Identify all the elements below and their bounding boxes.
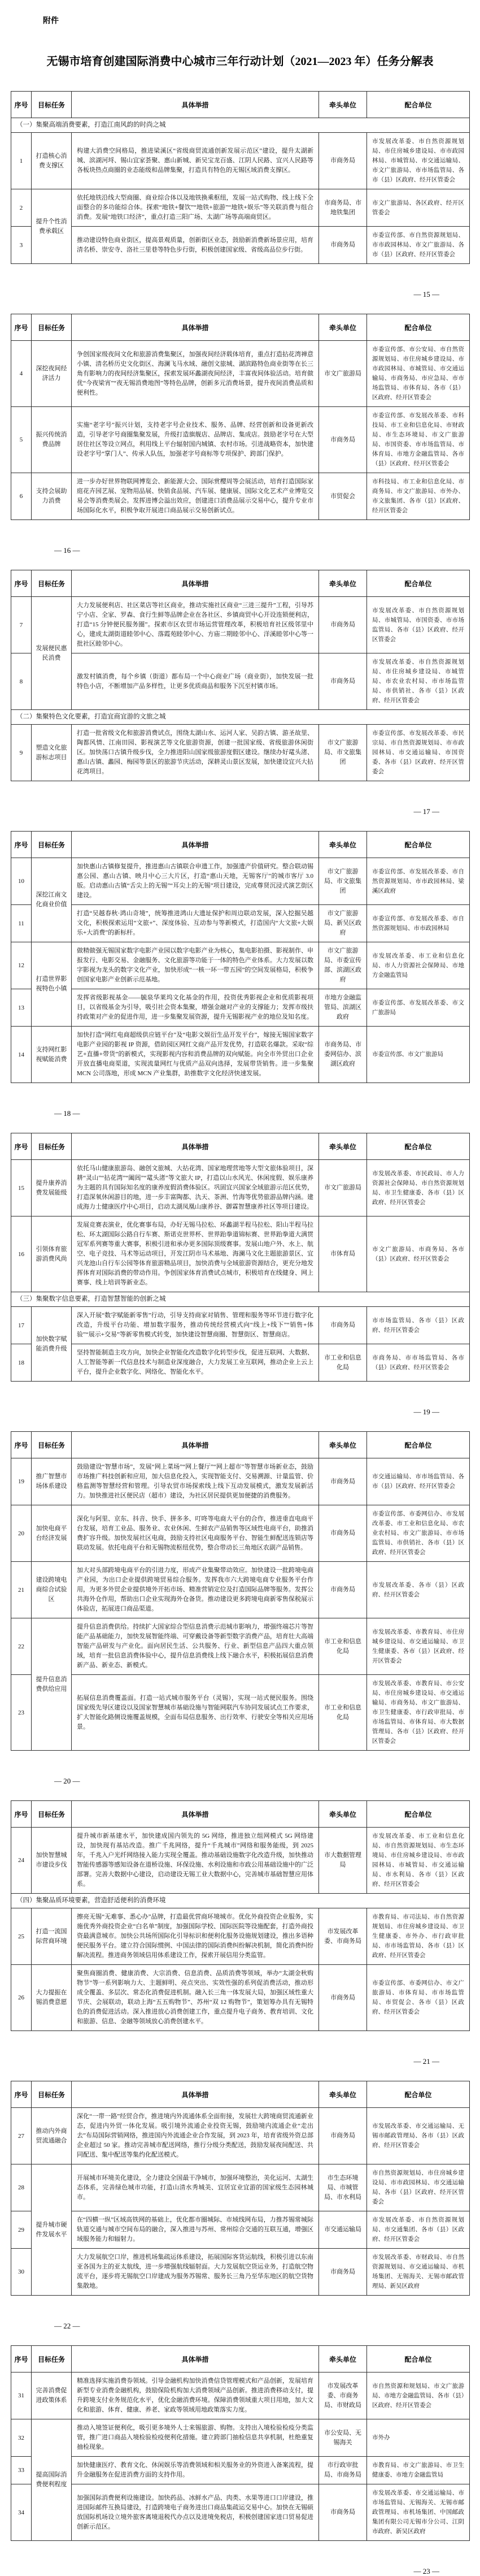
header-cell-task: 目标任务 bbox=[32, 92, 72, 118]
cell-no: 9 bbox=[11, 725, 32, 781]
table-row bbox=[11, 905, 470, 942]
cell-lead: 市商务局 bbox=[319, 2484, 367, 2541]
table-row bbox=[11, 1505, 470, 1562]
cell-support: 市发展改革委、市教育局、市公安局、市住房城乡建设局、市交通运输局、市商务局、市文广旅游局、市卫生健康委、市行政审批局、市市场监管局、市体育局、市大数据管理局、各市（县）区政府、经开区管委会 bbox=[367, 1675, 470, 1751]
cell-support: 市科技局、市工业和信息化局、市商务局、市文广旅游局、市外办、市文旅集团、各市（县）区政府、经开区管委会 bbox=[367, 473, 470, 520]
cell-measure: 精准选择实施消费券领域。引导金融机构加快消费信贷管理模式和产品创新，发展培育新型专业消费金融机构，鼓励保险机构加大消费领域产品创新。推进消费移动支付，提升跨境支付业务规范化水平，优化金融消费环境。保障消费领域重大项目用地，加大文化和旅游、体育、健康、养老、家政等领域用地政策落实力度。 bbox=[72, 2372, 319, 2419]
section-title: （四）集聚品质环境要素，营造舒适便利的消费环境 bbox=[11, 1894, 470, 1908]
cell-support: 市发展改革委、市交通运输局、无锡市邮政管理局、各市（县）区政府、经开区管委会 bbox=[367, 2108, 470, 2164]
header-cell-lead: 牵头单位 bbox=[319, 314, 367, 341]
cell-measure: 争创国家级夜间文化和旅游消费集聚区，加强夜间经济载体培育，重点打造拈花湾禅意小镇、清名桥历史文化街区、海澜飞马水域、融创文旅城、湖滨路特色商业街等在长三角有影响力的夜间经济集聚区，探索发展环蠡湖夜间经济，丰富夜间体验活动。培育做优“今夜梁宵”“夜无锡消费地图”等特色品牌，创新多元消费场景，提升夜间消费品质和便利性。 bbox=[72, 341, 319, 407]
cell-lead: 市交通运输局 bbox=[319, 2211, 367, 2249]
cell-lead: 市生态环境局、市城管局、市水利局 bbox=[319, 2164, 367, 2211]
cell-lead: 市工业和信息化局 bbox=[319, 1618, 367, 1675]
cell-support: 市商务局、市市场监管局、各市（县）区政府、经开区管委会 bbox=[367, 1344, 470, 1382]
cell-lead: 市文广旅游局、市文旅集团 bbox=[319, 725, 367, 781]
cell-no: 25 bbox=[11, 1908, 32, 1965]
table-row bbox=[11, 2249, 470, 2296]
table-row bbox=[11, 473, 470, 520]
cell-support: 市发展改革委、市交通运输局、市市场监管局、无锡海关、无锡市邮政管理局、市机场集团、中国邮政集团有限公司无锡市分公司、江阴市政府、新吴区政府 bbox=[367, 2484, 470, 2541]
task-table bbox=[11, 1133, 470, 1382]
section-row bbox=[11, 118, 470, 133]
table-row bbox=[11, 227, 470, 264]
cell-lead: 市文广旅游局、市委宣传部、滨湖区政府 bbox=[319, 942, 367, 989]
attachment-label: 附件 bbox=[43, 16, 59, 25]
cell-task: 打造一流国际营商环境 bbox=[32, 1908, 72, 1965]
cell-lead: 市商务局 bbox=[319, 1562, 367, 1618]
table-row bbox=[11, 1307, 470, 1344]
header-cell-task: 目标任务 bbox=[32, 314, 72, 341]
cell-lead: 市商务局 bbox=[319, 1965, 367, 2031]
cell-measure: 构建大消费空间格局，推进梁溪区“省级商贸流通创新发展示范区”建设，提升太湖新城、滨湖河埒、锡山宜家荟聚、惠山新城、新吴宝龙百盛、江阴人民路、宜兴人民路等各板块热点商圈的业态能级和品牌集聚，打造具有特色的无锡区域消费支撑区。 bbox=[72, 133, 319, 189]
header-cell-no: 序号 bbox=[11, 1801, 32, 1828]
table-row bbox=[11, 858, 470, 905]
cell-support: 市委宣传部、市委网信办、市发展改革委、市工业和信息化局、市农业农村局、市文广旅游局、市市场监管局、市供销社、各市（县）区政府、经开区管委会 bbox=[367, 1505, 470, 1562]
header-cell-no: 序号 bbox=[11, 2081, 32, 2108]
page-number: — 20 — bbox=[54, 1777, 80, 1785]
header-cell-measure: 具体举措 bbox=[72, 832, 319, 858]
cell-task: 打造世界影视特色小镇 bbox=[32, 942, 72, 1027]
cell-lead: 市发展改革委、市商务局、市财政局 bbox=[319, 2372, 367, 2419]
task-table bbox=[11, 1431, 470, 1751]
cell-lead: 市体育局 bbox=[319, 1216, 367, 1292]
cell-support: 市发展改革委、市教育局、市住房城乡建设局、市交通运输局、市卫生健康委、各市（县）区政府、经开区管委会 bbox=[367, 1618, 470, 1675]
cell-no: 4 bbox=[11, 341, 32, 407]
cell-measure: 实施“老字号”振兴计划，支持老字号企业技术、服务、品牌、经营创新和设备更新改造，引导老字号商圈集聚发展，升级打造旗舰店、品牌店、集成店。鼓励老字号在大型居住社区等设立网点，利用线上平台辐射国内城镇、农村市场。引进战略资本，加快建设老字号“掌门人”、传承人队伍，加强老字号商标等专项保护、跨部门保护。 bbox=[72, 407, 319, 473]
header-cell-measure: 具体举措 bbox=[72, 1133, 319, 1160]
cell-measure: 在“四横一纵”区域高铁网的基础上，优化都市圈城际、市域线网布局，力推苏锡常城际轨道交通与城市空间布局的融合，深入推进与苏州、常州综合交通的互联互通，增强区域服务能力和辐射力。 bbox=[72, 2211, 319, 2249]
task-table bbox=[11, 2081, 470, 2296]
header-cell-task: 目标任务 bbox=[32, 1801, 72, 1828]
cell-task: 打造核心消费支撑区 bbox=[32, 133, 72, 189]
header-cell-lead: 牵头单位 bbox=[319, 2081, 367, 2108]
header-cell-no: 序号 bbox=[11, 1133, 32, 1160]
cell-task: 深挖夜间经济活力 bbox=[32, 341, 72, 407]
header-cell-no: 序号 bbox=[11, 92, 32, 118]
header-cell-task: 目标任务 bbox=[32, 1133, 72, 1160]
table-row bbox=[11, 2419, 470, 2457]
cell-measure: 开展城市环境美化建设，全力建设全国最干净城市，加强环境整治，美化运河、太湖生态体系，完善绿色城市功能，打造山清水秀城美、宜居宜业宜游的国家级生态园林城市。 bbox=[72, 2164, 319, 2211]
cell-no: 34 bbox=[11, 2484, 32, 2541]
cell-lead: 市文广旅游局、市文旅集团 bbox=[319, 858, 367, 905]
cell-lead: 市商务局、市委网信办、滨湖区政府 bbox=[319, 1027, 367, 1083]
cell-support: 市委宣传部、市发展改革委、市民宗局、市自然资源规划局、市市政园林局、市交通运输局、市国资委、各市（县）区政府、经开区管委会 bbox=[367, 725, 470, 781]
header-cell-measure: 具体举措 bbox=[72, 1432, 319, 1458]
table-row bbox=[11, 2372, 470, 2419]
task-table bbox=[11, 91, 470, 264]
table-row bbox=[11, 1027, 470, 1083]
cell-no: 20 bbox=[11, 1505, 32, 1562]
cell-task: 推动内外商贸流通融合 bbox=[32, 2108, 72, 2164]
header-cell-lead: 牵头单位 bbox=[319, 1801, 367, 1828]
page-number: — 15 — bbox=[413, 290, 439, 298]
cell-task: 加快电商平台经济发展 bbox=[32, 1505, 72, 1562]
cell-support: 市发展改革委、市自然资源规划局、市交通集团、各市（县）区政府、经开区管委会 bbox=[367, 2211, 470, 2249]
page-number: — 22 — bbox=[54, 2322, 80, 2330]
cell-no: 10 bbox=[11, 858, 32, 905]
cell-support: 市委宣传部、市发展改革委、市自然资源规划局、市市政园林局、梁溪区政府 bbox=[367, 858, 470, 905]
page-number: — 18 — bbox=[54, 1109, 80, 1118]
cell-support: 市文广旅游局、各区政府、经开区管委会 bbox=[367, 189, 470, 227]
cell-no: 17 bbox=[11, 1307, 32, 1344]
section-row bbox=[11, 710, 470, 725]
cell-task: 支持会展助力消费 bbox=[32, 473, 72, 520]
cell-lead: 市商务局 bbox=[319, 227, 367, 264]
table-row bbox=[11, 1965, 470, 2031]
header-cell-support: 配合单位 bbox=[367, 832, 470, 858]
cell-lead: 市行政审批局、市商务局 bbox=[319, 2457, 367, 2484]
header-cell-support: 配合单位 bbox=[367, 1801, 470, 1828]
cell-no: 32 bbox=[11, 2419, 32, 2457]
task-table bbox=[11, 1800, 470, 2031]
cell-lead: 市商务局 bbox=[319, 1505, 367, 1562]
cell-measure: 加强国际消费便利设施建设。加快药品、冰鲜水产品、肉类、水果等进口口岸建设，推进国际邮件互换局建设，打造跨境电子商务进出口商品集疏运交易中心。加快在无锡硕放国际机场设立境外旅客离境退税代办点以及进境免税店，积极创建国家进口贸易促进创新示范区。 bbox=[72, 2484, 319, 2541]
cell-support: 市发展改革委、市民政局、市人力资源社会保障局、市自然资源规划局、市卫生健康委、各市（县）区政府、经开区管委会 bbox=[367, 1160, 470, 1216]
section-title: （二）集聚特色文化要素，打造宜商宜游的文旅之城 bbox=[11, 710, 470, 725]
table-row bbox=[11, 1908, 470, 1965]
cell-lead: 市大数据管理局 bbox=[319, 1828, 367, 1894]
task-table bbox=[11, 570, 470, 781]
cell-support: 市委宣传部、市委网信办、市文广旅游局、市体育局、市市场监管局、市贸促会、各市（县）区政府、经开区管委会 bbox=[367, 1965, 470, 2031]
table-row bbox=[11, 189, 470, 227]
cell-no: 24 bbox=[11, 1828, 32, 1894]
cell-measure: 拓展信息消费覆盖面。打造一站式城市服务平台（灵锡），实现一站式便民服务。围绕国家级先导区建设以及国家智慧城市基础设施与智能网联汽车协同发展试点工作要求，扩大智能化路侧设施覆盖规模，全面布局信息服务、出行效率、行驶安全等相关应用场景。 bbox=[72, 1675, 319, 1751]
section-row bbox=[11, 1292, 470, 1307]
header-cell-lead: 牵头单位 bbox=[319, 1133, 367, 1160]
cell-lead: 市发展改革委、市商务局 bbox=[319, 1908, 367, 1965]
header-cell-lead: 牵头单位 bbox=[319, 92, 367, 118]
cell-measure: 大力发展便利店、社区菜店等社区商业，推动实施社区商业“三进三提升”工程，引导苏宁小店、全家、罗森、食行生鲜等品牌企业在各社区、乡镇商贸中心开设连锁便利店，打造“15 分钟便民服务圈”。探索市区农贸市场运营管理改革，积极培育社区级邻里中心，建成太湖街道睦邻中心、落霞苑睦邻中心、方庙二期睦邻中心、洋溪睦邻中心等一批社区睦邻中心。 bbox=[72, 597, 319, 653]
cell-lead: 市工业和信息化局 bbox=[319, 1675, 367, 1751]
table-row bbox=[11, 725, 470, 781]
cell-support: 市自然资源和规划局、市文广旅游局、市地方金融监管局、各市（县）区政府、经开区管委会 bbox=[367, 2372, 470, 2419]
table-header-row bbox=[11, 92, 470, 118]
table-row bbox=[11, 341, 470, 407]
section-title: （一）集聚高端消费要素，打造江南风韵的时尚之城 bbox=[11, 118, 470, 133]
cell-task: 引领体育旅游消费风尚 bbox=[32, 1216, 72, 1292]
cell-measure: 加快惠山古镇修复提升，推进惠山古镇联合申遗工作，加强遗产价值研究。整合联动锡惠公园、惠山古镇、映月中心三大片区，打造“惠山天地，无锡客厅”的城市客厅 3.0 版。启动惠山古镇“舌尖上的无锡”“耳尖上的无锡”项目建设，完成尊贤沉浸式演艺街区建设。 bbox=[72, 858, 319, 905]
cell-no: 21 bbox=[11, 1562, 32, 1618]
cell-no: 30 bbox=[11, 2249, 32, 2296]
cell-measure: 大力发展航空口岸，推进机场集疏运体系建设，拓展国际客货运航线，积极引进以东南亚各国为主的亚太航线，进一步增强航线辐射面。大力发展航空货运业务，打造航空物流平台，逐步将无锡航空口岸建成为服务苏锡常、服务长三角乃至华东地区的航空货物集散地。 bbox=[72, 2249, 319, 2296]
cell-support: 市委宣传部、市文广旅游局 bbox=[367, 1027, 470, 1083]
cell-no: 8 bbox=[11, 653, 32, 710]
cell-task: 深挖江南文化商业价值 bbox=[32, 858, 72, 942]
cell-no: 11 bbox=[11, 905, 32, 942]
cell-support: 市发展改革委、市自然资源规划局、市住房城乡建设局、市城管局、市农业农村局、市市场监管局、市供销社、各市（县）区政府、经开区管委会 bbox=[367, 653, 470, 710]
cell-no: 2 bbox=[11, 189, 32, 227]
table-row bbox=[11, 942, 470, 989]
cell-support: 市发展改革委、市自然资源规划局、市城管局、市国资委、市市场监管局、各市（县）区政府、经开区管委会 bbox=[367, 597, 470, 653]
table-row bbox=[11, 1675, 470, 1751]
cell-task: 加快数字赋能消费升级 bbox=[32, 1307, 72, 1382]
table-row bbox=[11, 989, 470, 1027]
cell-support: 市文广旅游局、市商务局、各市（县）区政府、经开区管委会 bbox=[367, 1216, 470, 1292]
page-number: — 21 — bbox=[413, 2057, 439, 2066]
cell-measure: 加快健康医疗、教育文化、休闲娱乐等消费领域和相关服务业的外资进入备案流程，提升金融服务在促进消费方面的支持作用。 bbox=[72, 2457, 319, 2484]
cell-measure: 打造一批省级文化和旅游消费试点，围绕太湖山水、运河人家、吴韵古镇、游圣故里、陶都风情、江南田园、影视演艺等文化旅游资源，创建一批国家级、省级旅游休闲街区。加快荡口古镇升级步伐，全力推进阳山国家级旅游度假区建设。继续办好鼋头渚、惠山古镇、蠡园、梅园等景区的旅游节庆活动，深耕灵山景区发展，加快建设宜兴大拈花湾项目。 bbox=[72, 725, 319, 781]
cell-task: 支持网红影视赋能消费 bbox=[32, 1027, 72, 1083]
table-row bbox=[11, 407, 470, 473]
cell-task: 建设跨境电商综合试验区 bbox=[32, 1562, 72, 1618]
cell-lead: 市商务局 bbox=[319, 1458, 367, 1505]
cell-task: 提升信息消费供给应用 bbox=[32, 1618, 72, 1751]
cell-support: 市委宣传部、市发展改革委、市科技局、市工业和信息化局、市财政局、市生态环境局、市文广旅游局、市国资委、市市场监管局、市体育局、市地方金融监管局、各市（县）区政府、经开区管委会 bbox=[367, 407, 470, 473]
cell-support: 市委宣传部、市发展改革委、市文广旅游局 bbox=[367, 989, 470, 1027]
cell-lead: 市商务局、市地铁集团 bbox=[319, 189, 367, 227]
cell-no: 31 bbox=[11, 2372, 32, 2419]
cell-lead: 市文广旅游局 bbox=[319, 1160, 367, 1216]
header-cell-no: 序号 bbox=[11, 1432, 32, 1458]
cell-no: 3 bbox=[11, 227, 32, 264]
table-header-row bbox=[11, 2346, 470, 2372]
header-cell-no: 序号 bbox=[11, 832, 32, 858]
cell-task: 提高国际消费便利程度 bbox=[32, 2419, 72, 2541]
cell-task: 振兴传统消费品牌 bbox=[32, 407, 72, 473]
cell-support: 市发展改革委、市工业和信息化局、市人力资源社会保障局、市地方金融监管局 bbox=[367, 942, 470, 989]
header-cell-measure: 具体举措 bbox=[72, 92, 319, 118]
page-number: — 17 — bbox=[413, 807, 439, 816]
cell-support: 市发展改革委、各市（县）区政府、经开区管委会 bbox=[367, 1562, 470, 1618]
cell-task: 提升个性消费承载区 bbox=[32, 189, 72, 264]
cell-support: 市委宣传部、市公安局、市自然资源规划局、市住房城乡建设局、市市政园林局、市城管局、市交通运输局、市商务局、市应急局、市市场监管局、市体育局、各市（县）区政府、经开区管委会 bbox=[367, 341, 470, 407]
cell-measure: 推动建设特色商业街区，提高景观质量，创新街区业态，鼓励新消费新场景应用，培育清名桥、崇安寺、洛社三里巷等特色步行街，积极创建国家级、省级高品位步行街。 bbox=[72, 227, 319, 264]
cell-measure: 深入开展“数字赋能新零售”行动，引导支持商家对销售、管理和服务等环节进行数字化改造，升级平台功能、增加数字服务，推动传统经营模式向“线上+线下”“销售+体验”“展示+交易”等新零售模式转变，加快建设智慧商圈、智慧街区、智慧商店。 bbox=[72, 1307, 319, 1344]
cell-no: 26 bbox=[11, 1965, 32, 2031]
cell-lead: 市公安局、无锡海关 bbox=[319, 2419, 367, 2457]
cell-lead: 市商务局 bbox=[319, 133, 367, 189]
table-row bbox=[11, 1562, 470, 1618]
table-row bbox=[11, 2484, 470, 2541]
table-row bbox=[11, 597, 470, 653]
cell-lead: 市商务局 bbox=[319, 407, 367, 473]
cell-measure: 聚焦商圈消费、健康消费、大宗消费、信息消费、品质消费等领域，举办“太湖金秋购物节”等一系列影响力大、主题鲜明、亮点突出、实效性强的系列促消费活动，推动形成全覆盖、多层次、常态化消费促进机制。融入长三角一体发展大局，加强区域性重大节庆、会展联动，联动上海“五五购物节”、苏州“双 12 购物节”，策划筹办具有无锡特色的消费促进活动。深入推进放心消费创建工作，重点提升电子商务、教育培训、文化和旅游、信息、金融等领域放心消费创建水平。 bbox=[72, 1965, 319, 2031]
cell-no: 5 bbox=[11, 407, 32, 473]
header-cell-support: 配合单位 bbox=[367, 2081, 470, 2108]
task-table bbox=[11, 2345, 470, 2541]
cell-lead: 市地方金融监管局、滨湖区政府 bbox=[319, 989, 367, 1027]
cell-lead: 市商务局 bbox=[319, 2249, 367, 2296]
cell-measure: 激发村镇消费，每个乡镇（街道）都布局一个中心商业广场（商业街），加快发展一批特色小店，不断增加产品多样性，让更多优质商品和服务下沉至村镇市场。 bbox=[72, 653, 319, 710]
cell-lead: 市工业和信息化局 bbox=[319, 1344, 367, 1382]
page-title: 无锡市培育创建国际消费中心城市三年行动计划（2021—2023 年）任务分解表 bbox=[46, 55, 434, 68]
header-cell-measure: 具体举措 bbox=[72, 1801, 319, 1828]
cell-no: 29 bbox=[11, 2211, 32, 2249]
table-row bbox=[11, 2457, 470, 2484]
cell-support: 市委宣传部、市自然资源规划局、市市政园林局、市文广旅游局、各市（县）区政府、经开区管委会 bbox=[367, 227, 470, 264]
cell-lead: 市文广旅游局、新吴区政府 bbox=[319, 905, 367, 942]
cell-no: 14 bbox=[11, 1027, 32, 1083]
cell-no: 19 bbox=[11, 1458, 32, 1505]
cell-measure: 擦亮无锡“无难事、悉心办”品牌，打造最优营商环境城市。优化外商投资企业服务，实施优秀外商投资企业“白名单”制度，加强国际学校、国际医院等设施配套，打造外商投资最满意城市。加快公共场所国际化引导标识和便利化服务设施规划建设，推出多语种便民服务平台。建立符合国际惯例、中国法律的国际消费纠纷解决机制，简化消费纠纷解决流程。推进商务领域信用体系建设工作，探索开展信用分类监管。 bbox=[72, 1908, 319, 1965]
cell-measure: 加快打造“网红电商超级供应链平台”及“电影文娱衍生品开发平台”，嫁接无锡国家数字电影产业园的影视 IP 资源，借助园区网红文商产品开发优势，打造联名爆款。采取“综艺+直播+带货”的新模式，实现影视内容和消费品牌的双向赋能。向全市外贸出口企业开放直播电商渠道，实现流量网红与优质产品双向选择，发展带货销售。进一步集聚 MCN 公司落地，形成 MCN 产业集群，助推数字文化经济快速发展。 bbox=[72, 1027, 319, 1083]
header-cell-lead: 牵头单位 bbox=[319, 570, 367, 597]
cell-task: 完善消费促进政策体系 bbox=[32, 2372, 72, 2419]
cell-measure: 发展竞赛表演业，优化赛事布局，办好无锡马拉松、环蠡湖半程马拉松、阳山半程马拉松、环太湖国际公路自行车赛、斯诺克世界杯、世界跆拳道锦标赛、世界跆拳道大满贯冠军系列赛等重大赛事，积极引进和承办更多国际顶级赛事。发展山地户外、水上、航空、电子竞技、马术等运动项目，开发江阴市马术基地、海澜马文化主题旅游景区、宜兴龙池山自行车公园等体育旅游精品项目，加快消费与全域旅游资源结合，更充分地发挥体育对国际消费的带动作用。争创国家体育消费试点城市，积极培育在线健身、网上赛事、线上培训等新业态。 bbox=[72, 1216, 319, 1292]
cell-no: 23 bbox=[11, 1675, 32, 1751]
cell-lead: 市文广旅游局 bbox=[319, 341, 367, 407]
cell-measure: 加大对头部跨境电商平台的引进力度，形成产业集聚带动效应。加快建设一批跨境电商产业园，为出口企业提供跨境贸易综合服务。发挥我市六大跨境电商专业服务平台作用，为更多外贸企业提供境外开拓市场、精准营销定位及打造国际品牌等服务。发挥公共海外仓作用，帮助出口企业实现海外仓备货。推动建设更多跨境电商新零售保税展示体验店，拓展进口商品渠道。 bbox=[72, 1562, 319, 1618]
cell-no: 7 bbox=[11, 597, 32, 653]
cell-task: 提升城市硬件发展水平 bbox=[32, 2164, 72, 2296]
cell-support: 市交通运输局、市市场监管局、各市（县）区政府、经开区管委会 bbox=[367, 1458, 470, 1505]
task-table bbox=[11, 831, 470, 1083]
table-row bbox=[11, 1344, 470, 1382]
page-number: — 23 — bbox=[413, 2567, 439, 2575]
cell-measure: 提升信息消费供给。持续扩大国家综合型信息消费示范城市影响力，增强终端芯片等智能产品基础能力，加快发展智能终端、可穿戴设备等新型数字消费产品，培育壮大高端智能产品研发与产业化。面向居民生活、公共服务、行业、新型信息产品四大重点领域，培育一批信息消费体验中心，提升信息消费线上线下融合水平，积极拓展信息消费新产品、新业态、新模式。 bbox=[72, 1618, 319, 1675]
cell-no: 33 bbox=[11, 2457, 32, 2484]
header-cell-support: 配合单位 bbox=[367, 570, 470, 597]
table-header-row bbox=[11, 832, 470, 858]
cell-task: 加快智慧城市建设步伐 bbox=[32, 1828, 72, 1894]
cell-measure: 鼓励建设“智慧市场”，发展“网上菜场”“网上餐厅”“网上超市”等智慧市场新业态，鼓励市场推广科技创新和应用，加大信息化投入，实现智能支付、交易溯源、计量监管、价格监测等智慧经营和管理。引导农贸市场探索线上线下互动发展模式，激发发展新活力。加快推进社区便民店（超市）建设，为社区居民提供更加便捷的消费服务。 bbox=[72, 1458, 319, 1505]
table-row bbox=[11, 133, 470, 189]
cell-measure: 发挥省级影视基金——毓泉华莱坞文化基金的作用，投资优秀影视企业和优质影视项目，以省级基金为引导，吸引社会资本集聚，增强金融对产业的支撑能力；发挥市级扶持政策对产业的促进作用，进一步集聚发展资源，提升无锡影视产业的地位及知名度。 bbox=[72, 989, 319, 1027]
table-row bbox=[11, 1160, 470, 1216]
table-row bbox=[11, 2211, 470, 2249]
cell-measure: 打造“吴越春秋·鸿山奇境”，统筹推进鸿山大遗址保护和周边联动发展，深入挖掘吴越文化，积极探索运用“文旅+”、深度体验、互动参与等新模式，打造国内“大文旅+大娱乐+大消费”的新标杆。 bbox=[72, 905, 319, 942]
header-cell-lead: 牵头单位 bbox=[319, 2346, 367, 2372]
cell-task: 发展便民惠民消费 bbox=[32, 597, 72, 710]
cell-no: 13 bbox=[11, 989, 32, 1027]
cell-support: 市外办 bbox=[367, 2419, 470, 2457]
cell-support: 市委宣传部、市发展改革委、市自然资源规划局、市市政园林局 bbox=[367, 905, 470, 942]
header-cell-task: 目标任务 bbox=[32, 2346, 72, 2372]
cell-no: 6 bbox=[11, 473, 32, 520]
cell-no: 18 bbox=[11, 1344, 32, 1382]
header-cell-no: 序号 bbox=[11, 570, 32, 597]
cell-measure: 坚持智能制造主攻方向，加快企业智能化改造数字化转型步伐，促进互联网、大数据、人工智能等新一代信息技术与制造业深度融合，大力发展工业互联网，推动企业上云上平台，提升企业数字化、网络化、智能化水平。 bbox=[72, 1344, 319, 1382]
cell-measure: 依托马山健康旅游岛、融创文旅城、大拈花湾、国家地理营地等大型文旅体验项目，深耕“灵山”“拈花湾”“阖闾”“鼋头渚”等文旅大 IP，打造以山水风光、休闲度假、娱乐康养为主题的具有国际知名度的康养度假消费体验区。巩固宜兴国家全域旅游示范区优势，打造深氧休闲游目的地，进一步丰富陶都、氿天、茶洲、竹海等优势旅游品牌内涵。建成海力士健康医疗中心项目，启动太湖凤凰山康养谷、御霖智慧康养社区等项目建设。 bbox=[72, 1160, 319, 1216]
table-row bbox=[11, 1618, 470, 1675]
page-number: — 19 — bbox=[413, 1408, 439, 1416]
cell-no: 15 bbox=[11, 1160, 32, 1216]
table-header-row bbox=[11, 314, 470, 341]
cell-measure: 提升城市新基建水平，加快建成国内领先的 5G 网络，推进独立组网模式 5G 网络建设，加快现有基站改造。推广千兆网络，提升“千兆城市”网络和服务能级，到 2025 年，千兆入户光纤网络接入能力实现全覆盖。推动基础设施数字化改造升级，加快推动智能传感器等感知设备在道桥设施、环保设施、水利设施和市政公用基础设施中的广泛部署。完善大数据中心建设，启动建设无锡工业大数据中心，完善城市基础智慧应用体系。 bbox=[72, 1828, 319, 1894]
header-cell-support: 配合单位 bbox=[367, 314, 470, 341]
task-table bbox=[11, 314, 470, 520]
cell-measure: 深化与阿里、京东、抖音、快手、拼多多、叮咚等电商大平台的合作，推进垂直电商平台发展，培育工业品、服务业、农业休闲、生鲜农产品销售等区域性电商平台，助推消费扩容升级。加快发展社区电商，鼓励支持社区电商服务平台、智能生鲜配送连锁店等联动发展。依托电商平台和无锡物流枢纽优势，整合带动长三角地区农副产品销售。 bbox=[72, 1505, 319, 1562]
header-cell-support: 配合单位 bbox=[367, 92, 470, 118]
header-cell-support: 配合单位 bbox=[367, 1133, 470, 1160]
header-cell-task: 目标任务 bbox=[32, 2081, 72, 2108]
header-cell-no: 序号 bbox=[11, 314, 32, 341]
header-cell-support: 配合单位 bbox=[367, 2346, 470, 2372]
cell-support: 市发展改革委、市财政局、市自然资源规划局、市交通运输局、市机场集团、无锡海关、无锡市邮政管理局、新吴区政府 bbox=[367, 2249, 470, 2296]
header-cell-lead: 牵头单位 bbox=[319, 832, 367, 858]
cell-lead: 市商务局 bbox=[319, 653, 367, 710]
header-cell-lead: 牵头单位 bbox=[319, 1432, 367, 1458]
cell-support: 市教育局、市司法局、市自然资源规划局、市住房城乡建设局、市卫生健康委、市外办、市行政审批局、市市场监管局、各市（县）区政府、经开区管委会 bbox=[367, 1908, 470, 1965]
cell-support: 市发展改革委、市自然资源规划局、市住房城乡建设局、市市政园林局、市城管局、市交通运输局、市文广旅游局、市市场监管局、各市（县）区政府、经开区管委会 bbox=[367, 133, 470, 189]
header-cell-measure: 具体举措 bbox=[72, 2081, 319, 2108]
cell-measure: 做精做强无锡国家数字电影产业园以数字电影产业为核心，集电影拍摄、影视制作、申报发行、电影交易、金融服务、文化旅游等功能于一体的特色产业体系。大力发展以数字影视为龙头的数字文化产业，加快形成“一核一环一带五园”的空间发展格局，积极争创国家电影产业创新示范基地。 bbox=[72, 942, 319, 989]
cell-measure: 进一步办好世界物联网博览会、新能源大会、国际赏樱周等会展活动，培育打造国际家庭花卉园艺展、宠物用品展、快销食品展、汽车展、健康展、国际文化艺术产业博览交易会等消费类展会。发挥进博会溢出效应，创建进口消费品展示交易中心，提升专业市场国际化水平，积极争取开展进口商品展示交易创新试点。 bbox=[72, 473, 319, 520]
header-cell-measure: 具体举措 bbox=[72, 570, 319, 597]
cell-no: 16 bbox=[11, 1216, 32, 1292]
header-cell-no: 序号 bbox=[11, 2346, 32, 2372]
header-cell-task: 目标任务 bbox=[32, 1432, 72, 1458]
table-header-row bbox=[11, 1432, 470, 1458]
cell-lead: 市贸促会 bbox=[319, 473, 367, 520]
table-header-row bbox=[11, 2081, 470, 2108]
table-row bbox=[11, 653, 470, 710]
cell-support: 市教育局、市文广旅游局、市卫生健康委、市地方金融监管局 bbox=[367, 2457, 470, 2484]
cell-no: 22 bbox=[11, 1618, 32, 1675]
header-cell-measure: 具体举措 bbox=[72, 314, 319, 341]
cell-measure: 深化“一带一路”经贸合作，推进境内外流通体系全面衔接，发展壮大跨境商贸流通新业态，促进内外贸一体化发展。吸引境外流通企业投资无锡，鼓励境内流通企业“走出去”布局国际营销网络，推进国内外流通企业合作发展，到 2023 年，培育省级外资总部企业超过 50 家。推动完善城市配送网络，推行分级分类配送，鼓励发展夜间配送、共同配送、集中配送等集约化配送模式。 bbox=[72, 2108, 319, 2164]
page-number: — 16 — bbox=[54, 546, 80, 555]
cell-no: 28 bbox=[11, 2164, 32, 2211]
table-header-row bbox=[11, 1801, 470, 1828]
table-header-row bbox=[11, 570, 470, 597]
cell-lead: 市商务局 bbox=[319, 1307, 367, 1344]
cell-no: 1 bbox=[11, 133, 32, 189]
table-header-row bbox=[11, 1133, 470, 1160]
table-row bbox=[11, 1828, 470, 1894]
cell-no: 27 bbox=[11, 2108, 32, 2164]
table-row bbox=[11, 2108, 470, 2164]
cell-support: 市市场监管局、各市（县）区政府、经开区管委会 bbox=[367, 1307, 470, 1344]
section-row bbox=[11, 1894, 470, 1908]
pages-container bbox=[0, 91, 480, 2576]
cell-support: 市自然资源规划局、市住房城乡建设局、市市政园林局、市交通运输局、各市（县）区政府、经开区管委会 bbox=[367, 2164, 470, 2211]
cell-task: 推广智慧市场体系建设 bbox=[32, 1458, 72, 1505]
cell-measure: 推动入境签证便利化，吸引更多境外人士来锡旅游、购物。支持出入境检验检疫分类监管，推广进口商品入境检验检疫便利化措施。建立跨部门抽检信息共享机制，杜绝重复抽检现象。 bbox=[72, 2419, 319, 2457]
table-row bbox=[11, 1458, 470, 1505]
cell-support: 市发展改革委、市工业和信息化局、市自然资源规划局、市生态环境局、市住房城乡建设局、市市政园林局、市城管局、市交通运输局、市水利局、各市（县）区政府、经开区管委会 bbox=[367, 1828, 470, 1894]
cell-task: 大力提振在锡消费意愿 bbox=[32, 1965, 72, 2031]
header-cell-task: 目标任务 bbox=[32, 832, 72, 858]
cell-lead: 市商务局 bbox=[319, 2108, 367, 2164]
header-cell-support: 配合单位 bbox=[367, 1432, 470, 1458]
cell-task: 提升康养消费发展能级 bbox=[32, 1160, 72, 1216]
table-row bbox=[11, 2164, 470, 2211]
cell-task: 塑造文化旅游标志项目 bbox=[32, 725, 72, 781]
table-row bbox=[11, 1216, 470, 1292]
cell-no: 12 bbox=[11, 942, 32, 989]
header-cell-task: 目标任务 bbox=[32, 570, 72, 597]
cell-lead: 市商务局 bbox=[319, 597, 367, 653]
section-title: （三）集聚数字信息要素，打造智慧智能的创新之城 bbox=[11, 1292, 470, 1307]
header-cell-measure: 具体举措 bbox=[72, 2346, 319, 2372]
cell-measure: 依托地铁沿线大型商圈、商业综合体以及地铁换乘枢纽，发展一站式购物、线上线下全面整合的多功能综合体。探索“地铁+餐饮”“地铁+旅游”“地铁+娱乐”等关联消费与组合消费。发展“地铁口经济”，重点打造三阳广场、太湖广场等高端商贸区。 bbox=[72, 189, 319, 227]
